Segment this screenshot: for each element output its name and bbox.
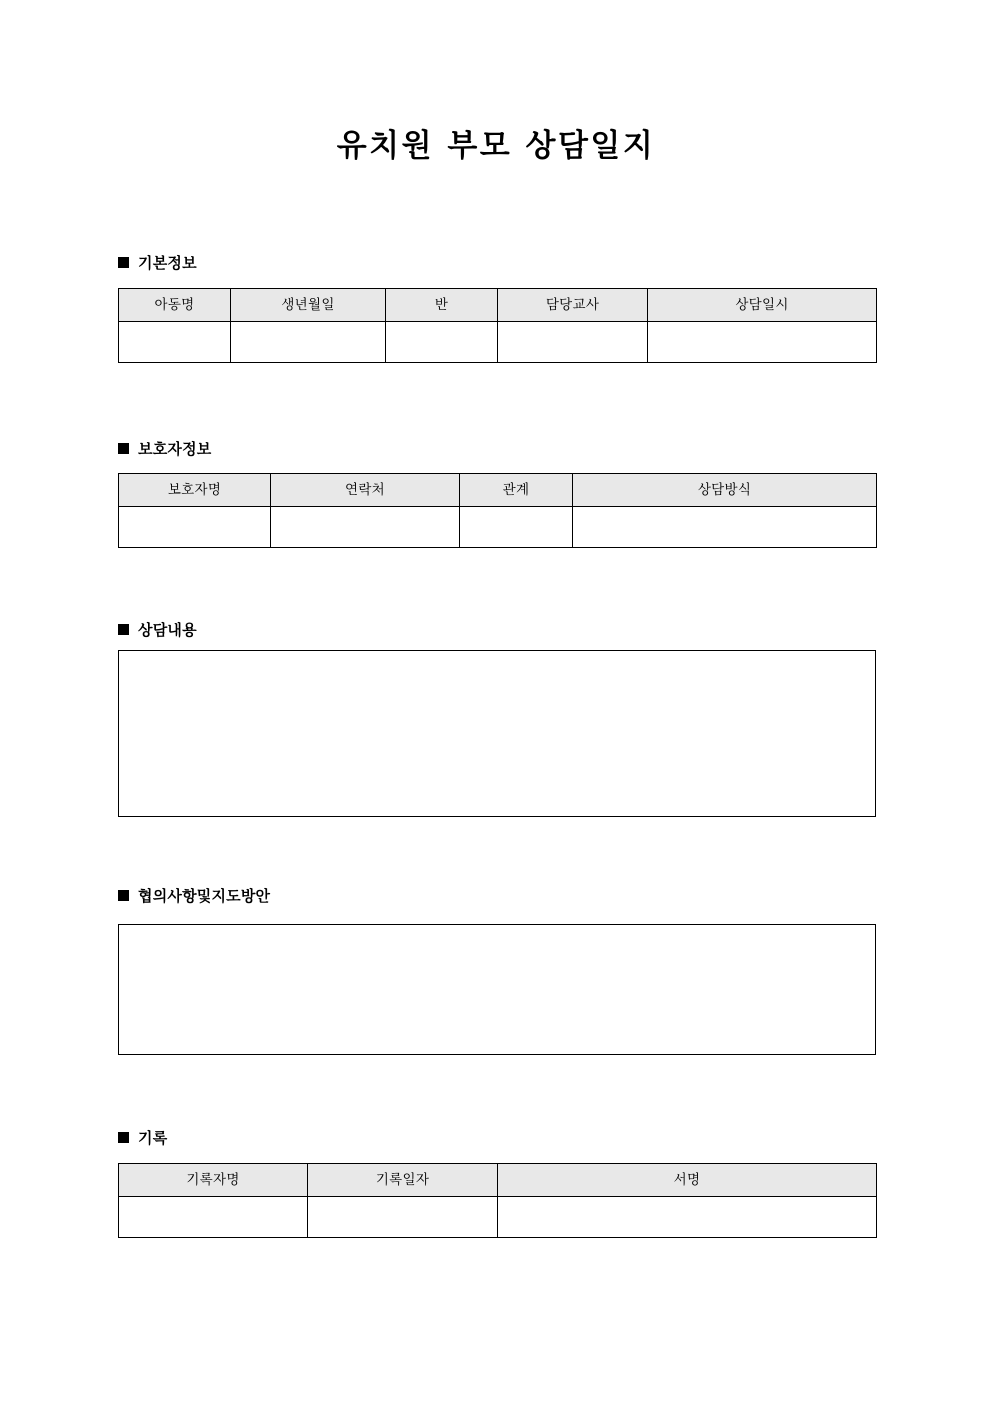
cell-consult-datetime[interactable] (648, 322, 877, 363)
section-heading-label: 협의사항및지도방안 (138, 887, 271, 905)
column-header-consult-method: 상담방식 (573, 474, 877, 507)
table-header-row (119, 289, 877, 322)
cell-consult-method[interactable] (573, 507, 877, 548)
column-header-record-date: 기록일자 (308, 1164, 498, 1197)
section-heading-record (118, 1127, 167, 1148)
column-header-teacher: 담당교사 (498, 289, 648, 322)
column-header-child-name: 아동명 (119, 289, 231, 322)
column-header-relationship: 관계 (460, 474, 573, 507)
cell-class[interactable] (386, 322, 498, 363)
cell-contact[interactable] (271, 507, 460, 548)
table-header-row (119, 474, 877, 507)
table-row (119, 507, 877, 548)
section-heading-consultation-content (118, 619, 197, 640)
guardian-info-table (118, 473, 877, 548)
agreement-guidance-box[interactable] (118, 924, 876, 1055)
cell-relationship[interactable] (460, 507, 573, 548)
column-header-guardian-name: 보호자명 (119, 474, 271, 507)
column-header-recorder-name: 기록자명 (119, 1164, 308, 1197)
cell-record-date[interactable] (308, 1197, 498, 1238)
section-heading-label: 기록 (138, 1129, 168, 1147)
section-heading-label: 상담내용 (138, 621, 197, 639)
column-header-birthdate: 생년월일 (231, 289, 386, 322)
column-header-signature: 서명 (498, 1164, 877, 1197)
page-title: 유치원 부모 상담일지 (336, 128, 656, 164)
table-header-row (119, 1164, 877, 1197)
section-heading-label: 기본정보 (138, 254, 197, 272)
section-heading-guardian-info (118, 438, 211, 459)
table-row (119, 322, 877, 363)
square-bullet-icon (118, 1132, 129, 1143)
square-bullet-icon (118, 257, 129, 268)
section-heading-basic-info (118, 252, 197, 273)
section-heading-label: 보호자정보 (138, 440, 212, 458)
cell-signature[interactable] (498, 1197, 877, 1238)
table-row (119, 1197, 877, 1238)
column-header-consult-datetime: 상담일시 (648, 289, 877, 322)
record-table (118, 1163, 877, 1238)
consultation-content-box[interactable] (118, 650, 876, 817)
cell-recorder-name[interactable] (119, 1197, 308, 1238)
cell-child-name[interactable] (119, 322, 231, 363)
column-header-class: 반 (386, 289, 498, 322)
square-bullet-icon (118, 890, 129, 901)
section-heading-agreement-guidance (118, 885, 270, 906)
cell-guardian-name[interactable] (119, 507, 271, 548)
basic-info-table (118, 288, 877, 363)
cell-birthdate[interactable] (231, 322, 386, 363)
column-header-contact: 연락처 (271, 474, 460, 507)
square-bullet-icon (118, 624, 129, 635)
cell-teacher[interactable] (498, 322, 648, 363)
square-bullet-icon (118, 443, 129, 454)
